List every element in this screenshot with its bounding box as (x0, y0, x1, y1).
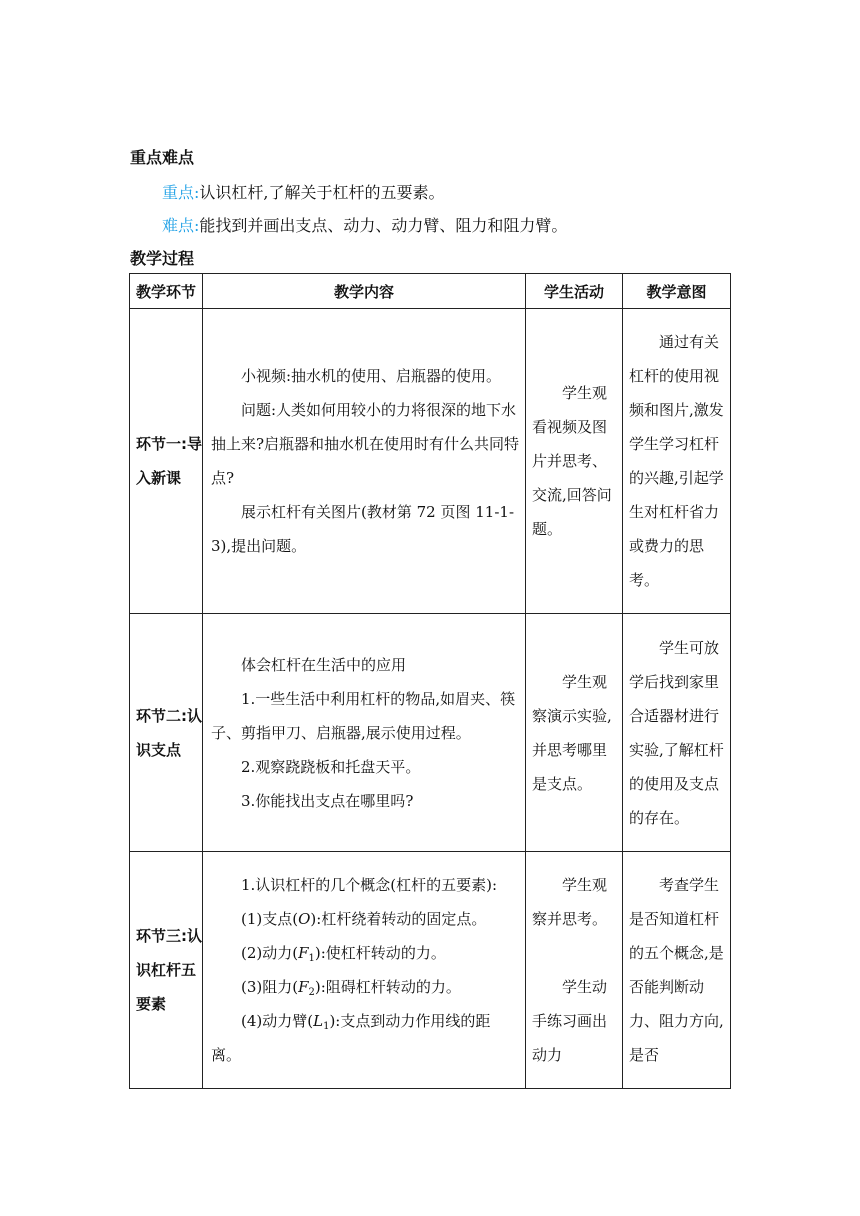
content-paragraph: 2.观察跷跷板和托盘天平。 (241, 757, 421, 776)
difficult-point-text: 能找到并画出支点、动力、动力臂、阻力和阻力臂。 (199, 216, 568, 235)
intent-cell (623, 852, 731, 1089)
concept-item-resistance: (3)阻力$(F_2)$:阻碍杠杆转动的力。 (241, 978, 461, 998)
content-cell (203, 309, 526, 614)
key-point-text: 认识杠杆,了解关于杠杆的五要素。 (199, 183, 445, 202)
stage-cell: 环节二:认识支点 (130, 614, 203, 852)
concept-item-effort: (2)动力$(F_1)$:使杠杆转动的力。 (241, 944, 446, 964)
concept-item-fulcrum: (1)支点(O):杠杆绕着转动的固定点。 (241, 910, 487, 928)
header-activity: 学生活动 (526, 274, 623, 309)
content-paragraph: 展示杠杆有关图片(教材第 72 页图 11-1-3),提出问题。 (211, 503, 515, 555)
content-paragraph: 3.你能找出支点在哪里吗? (241, 791, 414, 810)
activity-text: 学生动手练习画出动力 (532, 978, 608, 1064)
intent-cell (623, 309, 731, 614)
header-intent: 教学意图 (623, 274, 731, 309)
table-header-row (130, 274, 731, 309)
content-cell (203, 614, 526, 852)
difficult-point-label: 难点: (162, 216, 200, 235)
difficult-point-line (162, 213, 567, 236)
activity-cell (526, 309, 623, 614)
activity-text: 学生观察演示实验,并思考哪里是支点。 (532, 672, 612, 793)
key-point-label: 重点: (162, 183, 200, 202)
content-paragraph: 体会杠杆在生活中的应用 (241, 655, 407, 674)
table-row (130, 852, 731, 1089)
content-cell (203, 852, 526, 1089)
table-row (130, 614, 731, 852)
table-row (130, 309, 731, 614)
activity-cell (526, 852, 623, 1089)
header-content: 教学内容 (203, 274, 526, 309)
stage-cell: 环节三:认识杠杆五要素 (130, 852, 203, 1089)
content-paragraph: 小视频:抽水机的使用、启瓶器的使用。 (241, 367, 502, 385)
intent-text: 学生可放学后找到家里合适器材进行实验,了解杠杆的使用及支点的存在。 (629, 638, 724, 827)
content-paragraph: 1.一些生活中利用杠杆的物品,如眉夹、筷子、剪指甲刀、启瓶器,展示使用过程。 (211, 689, 516, 742)
lesson-table (129, 273, 731, 1089)
activity-text: 学生观察并思考。 (532, 876, 608, 928)
stage-cell: 环节一:导入新课 (130, 309, 203, 614)
header-stage: 教学环节 (130, 274, 203, 309)
content-paragraph: 1.认识杠杆的几个概念(杠杆的五要素): (241, 876, 498, 894)
intent-cell (623, 614, 731, 852)
process-heading: 教学过程 (130, 249, 195, 268)
activity-cell (526, 614, 623, 852)
concept-item-effort-arm: (4)动力臂$(L_1)$:支点到动力作用线的距离。 (211, 1012, 491, 1064)
activity-text: 学生观看视频及图片并思考、交流,回答问题。 (532, 384, 612, 538)
intent-text: 考查学生是否知道杠杆的五个概念,是否能判断动力、阻力方向,是否 (629, 876, 724, 1064)
intent-text: 通过有关杠杆的使用视频和图片,激发学生学习杠杆的兴趣,引起学生对杠杆省力或费力的思考。 (629, 333, 724, 589)
content-paragraph: 问题:人类如何用较小的力将很深的地下水抽上来?启瓶器和抽水机在使用时有什么共同特点? (211, 401, 520, 487)
key-point-line (162, 180, 445, 203)
keypoints-heading: 重点难点 (130, 148, 195, 167)
